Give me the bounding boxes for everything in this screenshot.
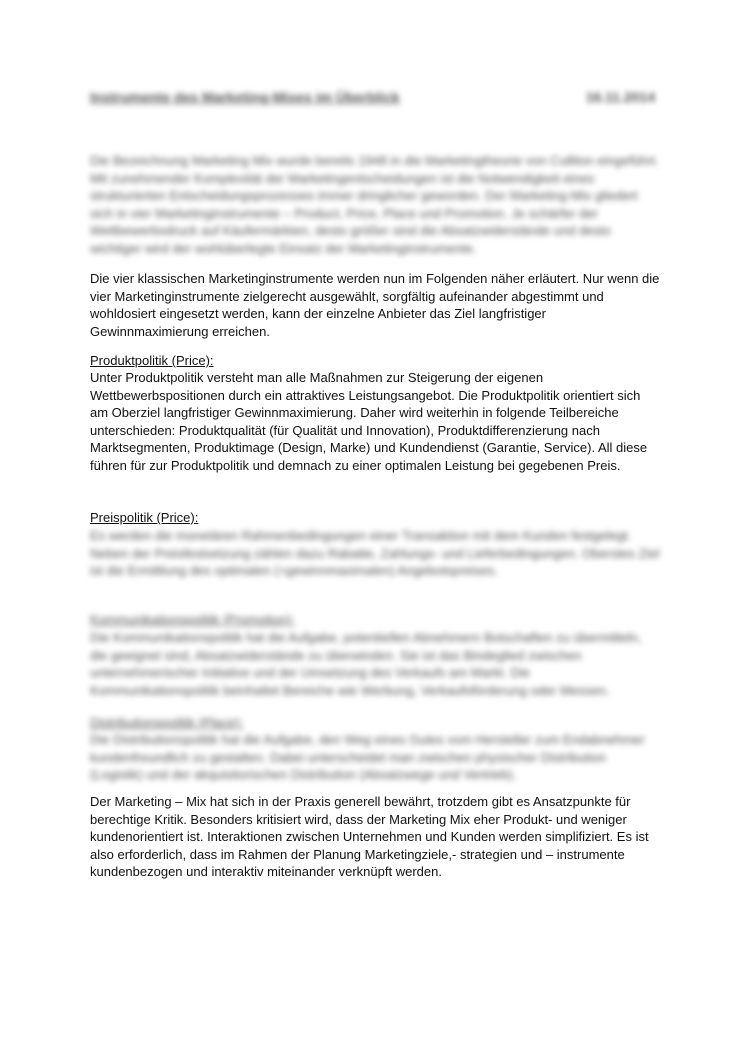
produkt-paragraph: Unter Produktpolitik versteht man alle Maßnahmen zur Steigerung der eigenen Wettbewerbspositionen durch ein attraktives Leistungsangebot. Die Produktpolitik orientiert sich am Oberziel langfristiger Gewinnmaximierung. Daher wird weiterhin in folgende Teilbereiche unterschieden: Produktqualität (für Qualität und Innovation), Produktdifferenzierung nach Marktsegmenten, Produktimage (Design, Marke) und Kundendienst (Garantie, Service). All diese führen für zur Produktpolitik und demnach zu einer optimalen Leistung bei gegebenen Preis. [90, 370, 648, 473]
document-header [90, 89, 655, 105]
kommunikation-paragraph: Die Kommunikationspolitik hat die Aufgabe, potentiellen Abnehmern Botschaften zu übermitteln, die geeignet sind, Absatzwiderstände zu überwinden. Sie ist das Bindeglied zwischen unternehmerischer Initiative und der Umsetzung des Verkaufs am Markt. Die Kommunikationspolitik beinhaltet Bereiche wie Werbung, Verkaufsförderung oder Messen. [90, 630, 642, 698]
intro-paragraph: Die Bezeichnung Marketing Mix wurde bereits 1948 in die Marketingtheorie von Culliton eingeführt. Mit zunehmender Komplexität der Marketingentscheidungen ist die Notwendigkeit eines strukturierten Entscheidungsprozesses immer dringlicher geworden. Der Marketing-Mix gliedert sich in vier Marketinginstrumente – Product, Price, Place und Promotion. Je schärfer der Wettbewerbsdruck auf Käufermärkten, desto größer sind die Absatzwiderstände und desto wichtiger wird der wohlüberlegte Einsatz der Marketinginstrumente. [90, 153, 659, 256]
conclusion-paragraph: Der Marketing – Mix hat sich in der Praxis generell bewährt, trotzdem gibt es Ansatzpunkte für berechtige Kritik. Besonders kritisiert wird, dass der Marketing Mix eher Produkt- und weniger kundenorientiert ist. Interaktionen zwischen Unternehmen und Kunden werden simplifiziert. Es ist also erforderlich, dass im Rahmen der Planung Marketingziele,- strategien und – instrumente kundenbezogen und interaktiv miteinander verknüpft werden. [90, 794, 649, 879]
document-title: Instrumente des Marketing-Mixes im Überblick [90, 89, 400, 105]
preis-paragraph: Es werden die monetären Rahmenbedingungen einer Transaktion mit dem Kunden festgelegt. Neben der Preisfestsetzung zählen dazu Rabatte, Zahlungs- und Lieferbedingungen. Oberstes Ziel ist die Ermittlung des optimalen (=gewinnmaximalen) Angebotspreises. [90, 528, 660, 578]
produkt-heading: Produktpolitik (Price): [90, 353, 214, 368]
preis-heading: Preispolitik (Price): [90, 510, 199, 525]
kommunikation-heading: Kommunikationspolitik (Promotion): [90, 612, 295, 627]
distribution-paragraph: Die Distributionspolitik hat die Aufgabe, den Weg eines Gutes vom Hersteller zum Endabnehmer kundenfreundlich zu gestalten. Dabei unterscheidet man zwischen physischer Distribution (Logistik) und der akquisitorischen Distribution (Absatzwege und Vertrieb). [90, 732, 645, 782]
document-date: 16.11.2014 [585, 89, 655, 105]
instruments-paragraph: Die vier klassischen Marketinginstrumente werden nun im Folgenden näher erläutert. Nur wenn die vier Marketinginstrumente zielgerecht ausgewählt, sorgfältig aufeinander abgestimmt und wohldosiert eingesetzt werden, kann der einzelne Anbieter das Ziel langfristiger Gewinnmaximierung erreichen. [90, 271, 660, 339]
distribution-heading: Distributionspolitik (Place): [90, 715, 244, 730]
